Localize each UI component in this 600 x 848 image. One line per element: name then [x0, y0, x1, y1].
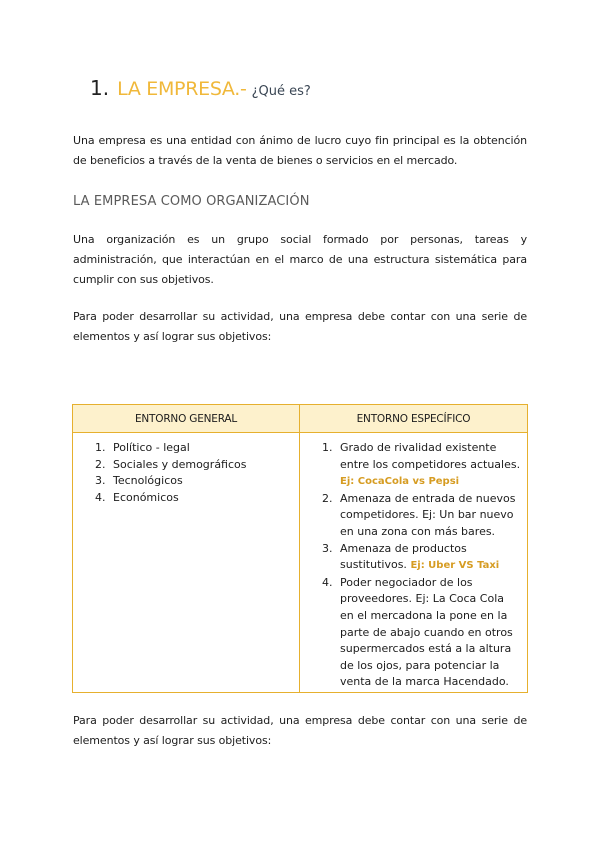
- list-item-text: Tecnológicos: [113, 474, 183, 488]
- elements-paragraph-repeat: Para poder desarrollar su actividad, una empresa debe contar con una serie de elementos y así lograr sus objetivos:: [73, 714, 527, 747]
- list-item: [73, 440, 299, 457]
- example-highlight: Ej: CocaCola vs Pepsi: [340, 476, 460, 488]
- list-item: [300, 440, 527, 491]
- elements-paragraph: Para poder desarrollar su actividad, una empresa debe contar con una serie de elementos y así lograr sus objetivos:: [73, 310, 527, 343]
- environment-table: [72, 404, 527, 693]
- list-item: [73, 473, 299, 490]
- list-item-text: Grado de rivalidad existente entre los competidores actuales.: [340, 441, 521, 471]
- heading-title: LA EMPRESA.-: [117, 78, 247, 100]
- list-item-number: 1.: [95, 441, 106, 454]
- list-item-number: 4.: [95, 490, 106, 504]
- list-item: [300, 575, 527, 691]
- example-highlight: Ej: Uber VS Taxi: [410, 560, 500, 572]
- general-environment-list: [73, 440, 299, 506]
- list-item-text: Sociales y demográficos: [113, 457, 247, 471]
- general-environment-cell: [73, 433, 300, 693]
- section-title: LA EMPRESA COMO ORGANIZACIÓN: [73, 194, 310, 209]
- list-item-text: Amenaza de productos sustitutivos.: [340, 541, 467, 572]
- organization-definition: Una organización es un grupo social formado por personas, tareas y administración, que interactúan en el marco de una estructura sistemática para cumplir con sus objetivos.: [73, 233, 527, 286]
- heading-number: 1.: [90, 76, 110, 100]
- list-item: [300, 541, 527, 575]
- header-specific-environment: ENTORNO ESPECÍFICO: [300, 405, 528, 433]
- list-item-number: 2.: [322, 491, 333, 505]
- heading-subtitle: ¿Qué es?: [251, 84, 311, 99]
- intro-paragraph: Una empresa es una entidad con ánimo de lucro cuyo fin principal es la obtención de beneficios a través de la venta de bienes o servicios en el mercado.: [73, 134, 527, 167]
- list-item-number: 3.: [322, 541, 333, 555]
- list-item-number: 4.: [322, 575, 333, 589]
- header-general-environment: ENTORNO GENERAL: [73, 405, 300, 433]
- specific-environment-list: [300, 440, 527, 691]
- specific-environment-cell: [300, 433, 528, 693]
- list-item-number: 1.: [322, 441, 333, 454]
- list-item: [300, 491, 527, 541]
- list-item-text: Amenaza de entrada de nuevos competidores. Ej: Un bar nuevo en una zona con más bares.: [340, 491, 516, 538]
- list-item-number: 2.: [95, 457, 106, 471]
- list-item-text: Político - legal: [113, 441, 190, 454]
- page-heading: [90, 76, 311, 100]
- list-item: [73, 490, 299, 507]
- list-item-text: Económicos: [113, 490, 179, 504]
- list-item-number: 3.: [95, 474, 106, 488]
- list-item-text: Poder negociador de los proveedores. Ej: La Coca Cola en el mercadona la pone en la parte de abajo cuando en otros supermercados está a la altura de los ojos, para potenciar la venta de la marca Hacendado.: [340, 575, 513, 689]
- list-item: [73, 457, 299, 474]
